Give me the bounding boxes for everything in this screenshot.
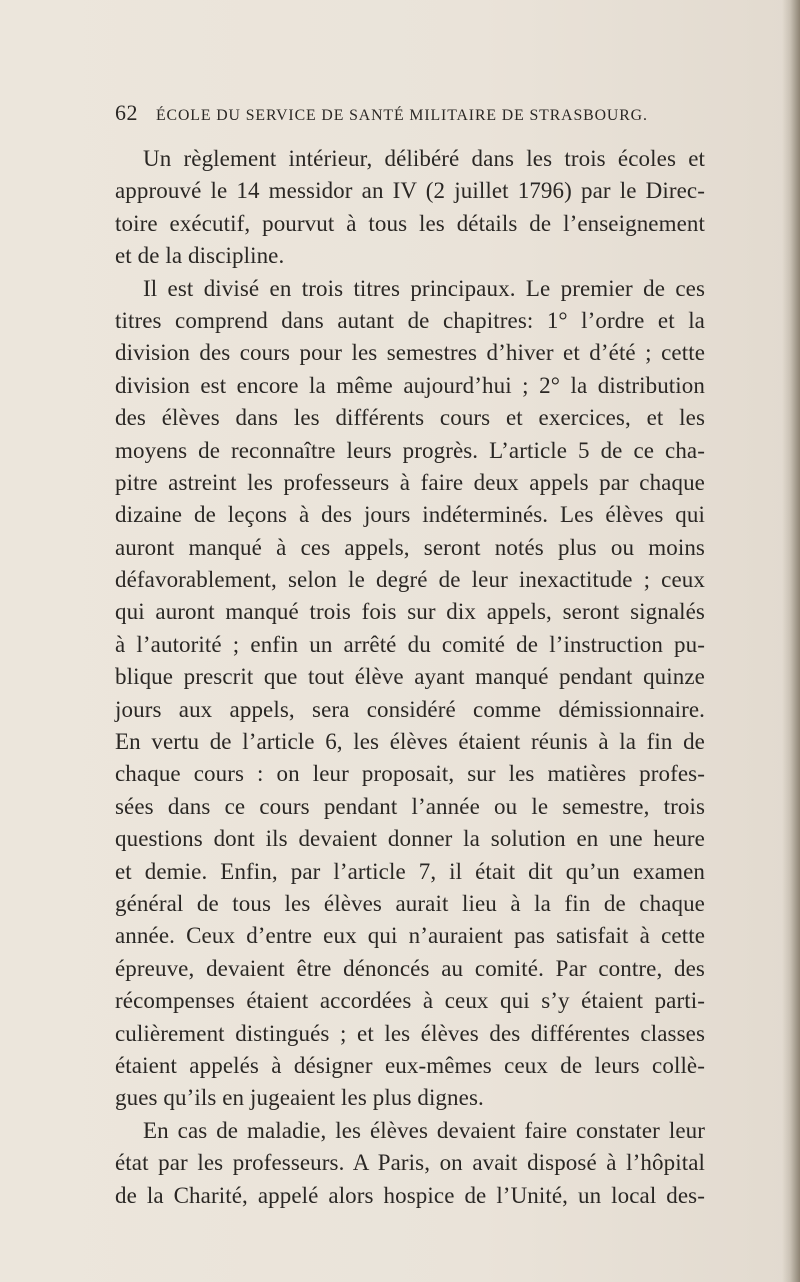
text-line: sées dans ce cours pendant l’année ou le semestre, trois bbox=[115, 793, 705, 819]
text-line: récompenses étaient accordées à ceux qui s’y étaient parti- bbox=[115, 988, 705, 1014]
text-line: Un règlement intérieur, délibéré dans les trois écoles et bbox=[143, 146, 705, 171]
text-line: moyens de reconnaître leurs progrès. L’article 5 de ce cha- bbox=[115, 437, 705, 463]
text-line: et de la discipline. bbox=[115, 243, 285, 269]
text-line: culièrement distingués ; et les élèves des différentes classes bbox=[115, 1020, 705, 1046]
text-line: chaque cours : on leur proposait, sur les matières profes- bbox=[115, 761, 705, 787]
page-header bbox=[115, 100, 700, 126]
text-line: à l’autorité ; enfin un arrêté du comité de l’instruction pu- bbox=[115, 631, 705, 657]
text-line: toire exécutif, pourvut à tous les détails de l’enseignement bbox=[115, 210, 705, 236]
text-line: état par les professeurs. A Paris, on avait disposé à l’hôpital bbox=[115, 1150, 705, 1176]
running-title: ÉCOLE DU SERVICE DE SANTÉ MILITAIRE DE STRASBOURG. bbox=[156, 107, 648, 124]
text-line: défavorablement, selon le degré de leur inexactitude ; ceux bbox=[115, 567, 705, 593]
page-number: 62 bbox=[115, 100, 138, 125]
text-line: approuvé le 14 messidor an IV (2 juillet 1796) par le Direc- bbox=[115, 178, 705, 204]
text-line: de la Charité, appelé alors hospice de l’Unité, un local des- bbox=[115, 1182, 705, 1208]
text-line: Il est divisé en trois titres principaux. Le premier de ces bbox=[143, 275, 705, 301]
text-line: gues qu’ils en jugeaient les plus dignes. bbox=[115, 1085, 484, 1111]
text-line: blique prescrit que tout élève ayant manqué pendant quinze bbox=[115, 664, 705, 690]
text-line: général de tous les élèves aurait lieu à la fin de chaque bbox=[115, 890, 705, 916]
text-line: En cas de maladie, les élèves devaient faire constater leur bbox=[143, 1117, 705, 1143]
text-line: titres comprend dans autant de chapitres: 1° l’ordre et la bbox=[115, 307, 705, 333]
text-line: division est encore la même aujourd’hui ; 2° la distribution bbox=[115, 372, 705, 398]
text-line: division des cours pour les semestres d’hiver et d’été ; cette bbox=[115, 340, 705, 366]
body-text bbox=[115, 143, 705, 1212]
text-line: En vertu de l’article 6, les élèves étaient réunis à la fin de bbox=[115, 729, 705, 755]
text-line: épreuve, devaient être dénoncés au comité. Par contre, des bbox=[115, 955, 705, 981]
page-edge-shadow bbox=[782, 0, 800, 1282]
text-line: étaient appelés à désigner eux-mêmes ceux de leurs collè- bbox=[115, 1052, 705, 1078]
text-line: auront manqué à ces appels, seront notés plus ou moins bbox=[115, 534, 705, 560]
text-line: jours aux appels, sera considéré comme démissionnaire. bbox=[115, 696, 705, 722]
text-line: des élèves dans les différents cours et exercices, et les bbox=[115, 405, 705, 431]
text-line: qui auront manqué trois fois sur dix appels, seront signalés bbox=[115, 599, 705, 625]
text-line: questions dont ils devaient donner la solution en une heure bbox=[115, 826, 705, 852]
text-line: dizaine de leçons à des jours indéterminés. Les élèves qui bbox=[115, 502, 705, 528]
text-line: pitre astreint les professeurs à faire deux appels par chaque bbox=[115, 469, 705, 495]
text-line: année. Ceux d’entre eux qui n’auraient pas satisfait à cette bbox=[115, 923, 705, 949]
text-line: et demie. Enfin, par l’article 7, il était dit qu’un examen bbox=[115, 858, 705, 884]
